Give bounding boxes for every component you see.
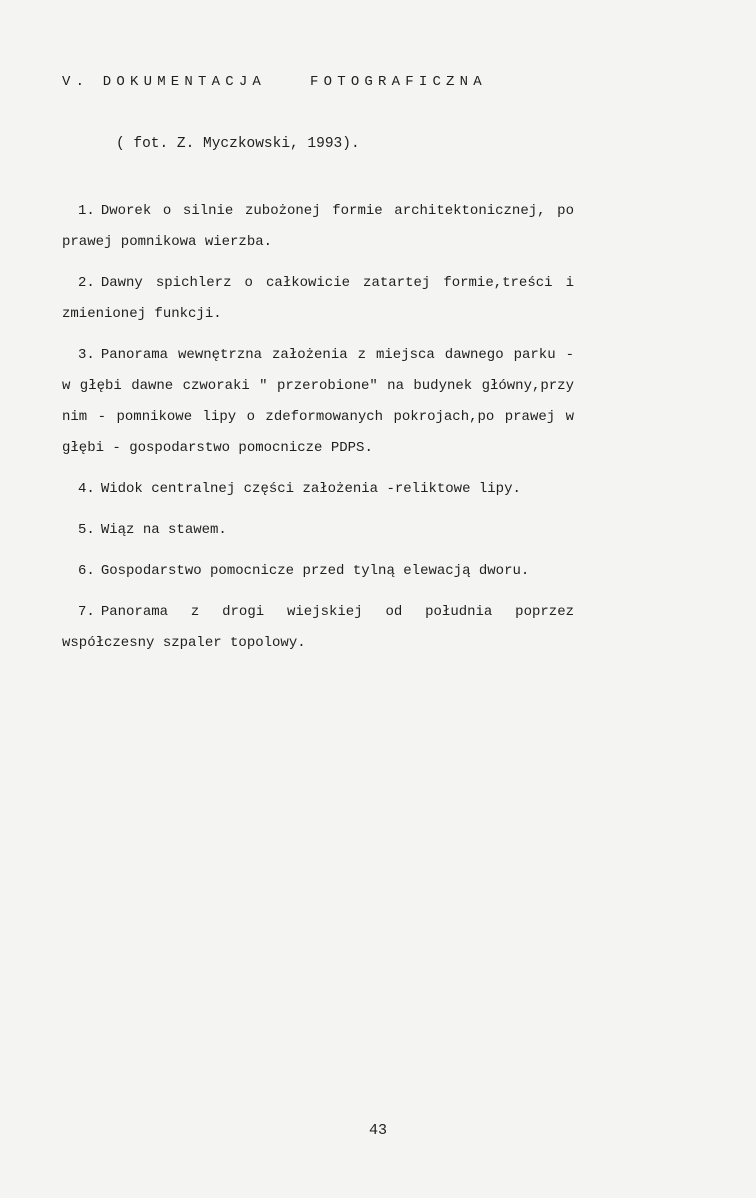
page-number: 43 — [368, 1122, 387, 1139]
item-text: Dworek o silnie zubożonej formie architektonicznej, po prawej pomnikowa wierzba. — [62, 203, 574, 250]
list-item — [62, 268, 574, 330]
item-text: Panorama wewnętrzna założenia z miejsca dawnego parku - w głębi dawne czworaki " przerobione" na budynek główny,przy nim - pomnikowe lipy o zdeformowanych pokrojach,po prawej w głębi - gospodarstwo pomocnicze PDPS. — [62, 347, 574, 456]
item-number: 4. — [78, 481, 95, 497]
item-number: 6. — [78, 563, 95, 579]
item-number: 5. — [78, 522, 95, 538]
list-item — [62, 597, 574, 659]
list-item — [62, 515, 574, 546]
heading-part-1: V. DOKUMENTACJA — [62, 74, 267, 90]
item-text: Gospodarstwo pomocnicze przed tylną elewacją dworu. — [100, 563, 530, 579]
photo-caption-list — [62, 196, 574, 669]
list-item — [62, 196, 574, 258]
heading-part-2: FOTOGRAFICZNA — [310, 74, 487, 90]
list-item — [62, 474, 574, 505]
item-number: 2. — [78, 275, 95, 291]
item-text: Panorama z drogi wiejskiej od południa poprzez współczesny szpaler topolowy. — [62, 604, 574, 651]
section-heading — [62, 74, 487, 90]
item-number: 1. — [78, 203, 95, 219]
item-text: Wiąz na stawem. — [100, 522, 227, 538]
list-item — [62, 556, 574, 587]
item-text: Dawny spichlerz o całkowicie zatartej formie,treści i zmienionej funkcji. — [62, 275, 574, 322]
item-number: 3. — [78, 347, 95, 363]
photo-credit: ( fot. Z. Myczkowski, 1993). — [116, 136, 360, 152]
item-text: Widok centralnej części założenia -reliktowe lipy. — [100, 481, 521, 497]
item-number: 7. — [78, 604, 95, 620]
list-item — [62, 340, 574, 464]
